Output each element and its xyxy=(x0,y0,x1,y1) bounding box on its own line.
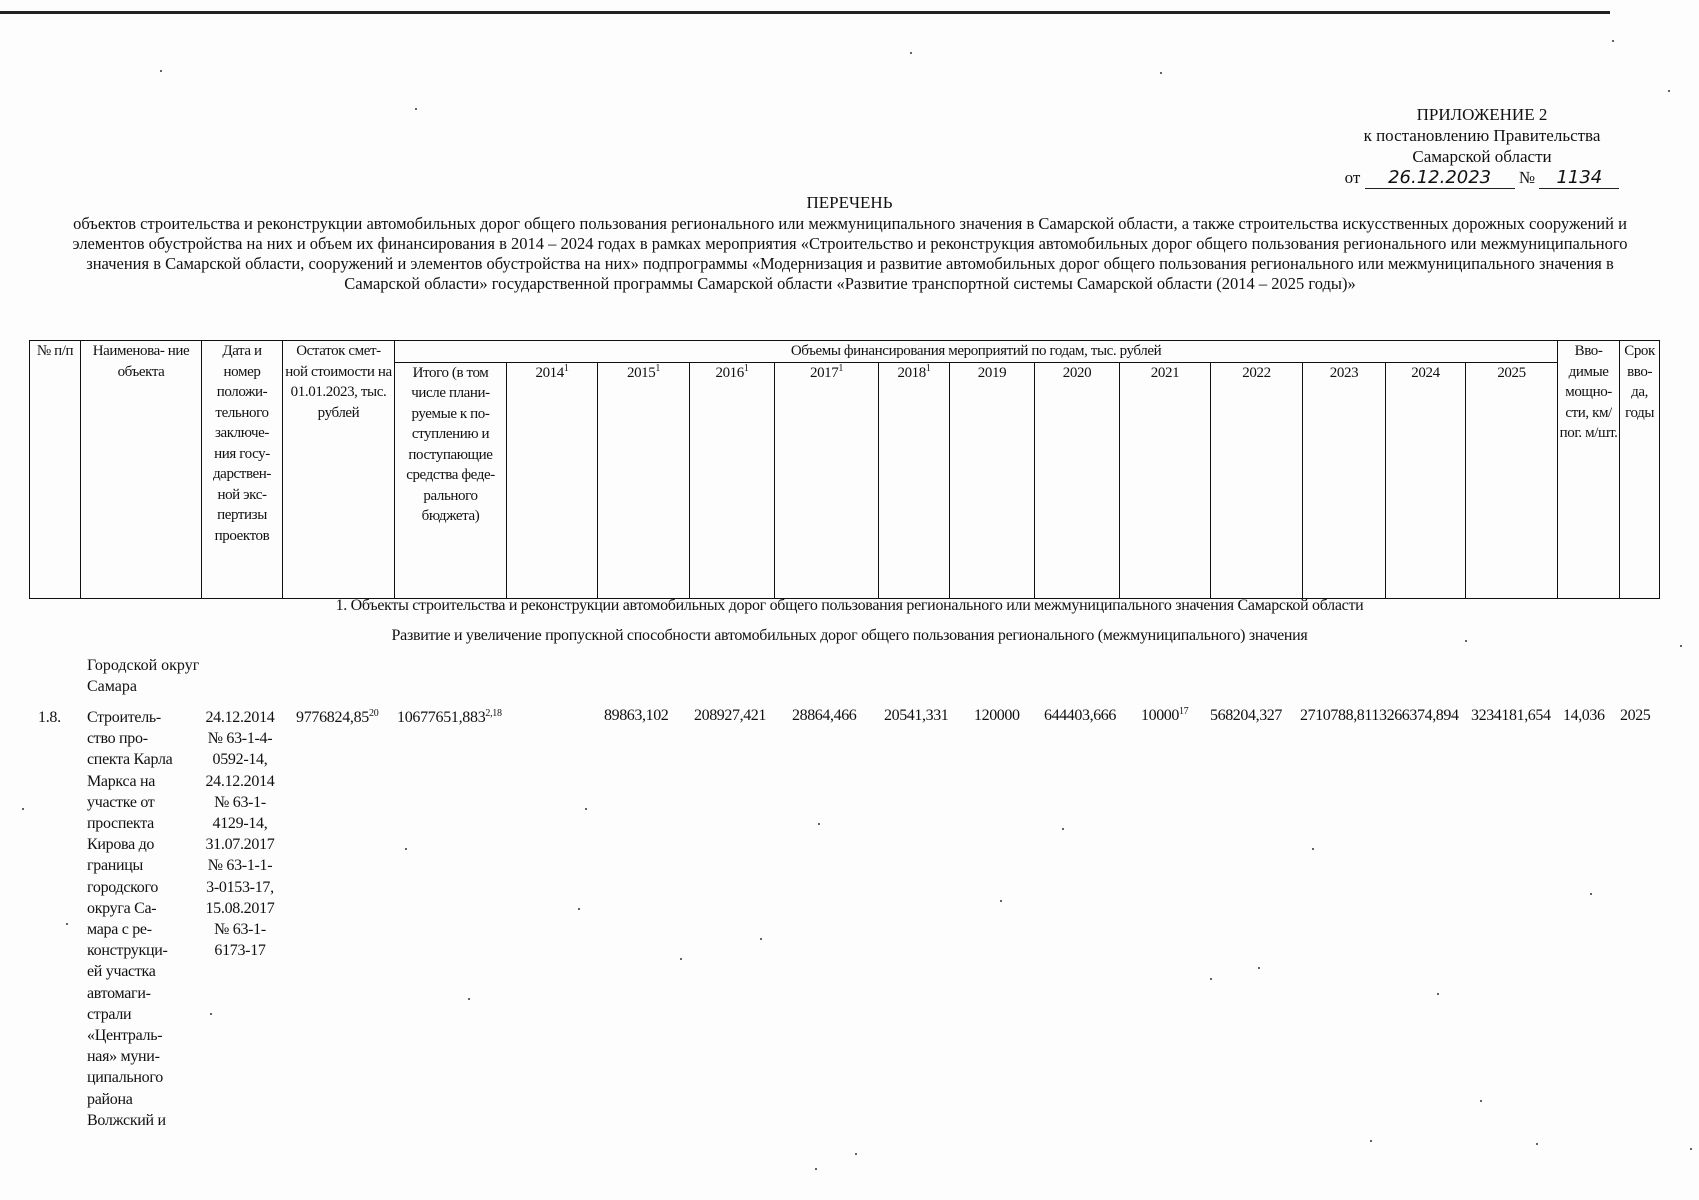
object-name-line: Кирова до xyxy=(87,836,155,854)
expertise-line: № 63-1- xyxy=(214,793,266,811)
term-value: 2025 xyxy=(1620,707,1651,724)
scan-speck xyxy=(405,848,407,850)
object-name-line: мара с ре- xyxy=(87,921,152,939)
scan-speck xyxy=(210,1013,212,1015)
object-name-line: автомаги- xyxy=(87,984,151,1002)
header-year-2014: 2014$^1$ xyxy=(507,362,598,598)
number-prefix: № xyxy=(1518,168,1536,187)
date-prefix: от xyxy=(1344,168,1361,187)
appendix-date-row xyxy=(1332,167,1632,189)
scan-speck xyxy=(415,108,417,110)
value-2023-2024: 2710788,8113266374,894 xyxy=(1300,707,1459,724)
scan-speck xyxy=(1437,993,1439,995)
scan-speck xyxy=(815,1168,817,1170)
object-name-line: ная» муни- xyxy=(87,1048,160,1066)
section-title: 1. Объекты строительства и реконструкции автомобильных дорог общего пользования регионального или межмуниципального значения Самарской области xyxy=(335,597,1364,614)
scan-speck xyxy=(66,923,68,925)
header-year-2023: 2023 xyxy=(1303,362,1386,598)
value-2021: 10000$^{17}$ xyxy=(1141,706,1189,724)
object-name-line: Волжский и xyxy=(87,1111,166,1129)
appendix-line2: к постановлению Правительства xyxy=(1363,126,1601,145)
header-year-2015: 2015$^1$ xyxy=(598,362,690,598)
row-number: 1.8. xyxy=(38,709,61,726)
scan-speck xyxy=(578,908,580,910)
expertise-line: 24.12.2014 xyxy=(205,709,275,726)
object-name-line: границы xyxy=(87,857,144,875)
expertise-line: 3-0153-17, xyxy=(206,878,274,896)
object-name-line: ей участка xyxy=(87,963,156,981)
header-year-2018: 2018$^1$ xyxy=(879,362,950,598)
scan-speck xyxy=(1062,828,1064,830)
header-expertise-date: Дата и номер положи- тельного заключе- ния госу- дарствен- ной экс- пертизы проектов xyxy=(202,341,283,599)
object-name-line: ципального xyxy=(87,1069,163,1087)
object-name-line: городского xyxy=(87,878,159,896)
header-total: Итого (в том числе плани- руемые к по- ступлению и поступающие средства феде- рального бюджета) xyxy=(395,362,507,598)
scan-speck xyxy=(818,823,820,825)
scan-speck xyxy=(1258,967,1260,969)
value-2015: 89863,102 xyxy=(604,707,669,724)
object-name-line: «Централь- xyxy=(87,1027,163,1045)
scan-speck xyxy=(1590,893,1592,895)
object-name-line: участке от xyxy=(87,793,155,811)
scan-speck xyxy=(160,70,162,72)
object-name-line: района xyxy=(87,1090,133,1108)
expertise-line: № 63-1-4- xyxy=(207,730,273,748)
expertise-line: № 63-1- xyxy=(214,921,266,939)
scan-speck xyxy=(1000,900,1002,902)
scan-speck xyxy=(760,938,762,940)
handwritten-number: 1134 xyxy=(1539,167,1619,189)
value-2019: 120000 xyxy=(974,707,1020,724)
header-year-2021: 2021 xyxy=(1120,362,1211,598)
value-2020: 644403,666 xyxy=(1044,707,1117,724)
object-name-line: проспекта xyxy=(87,815,154,833)
scan-speck xyxy=(1465,640,1467,642)
header-term: Срок вво- да, годы xyxy=(1620,341,1660,599)
expertise-line: № 63-1-1- xyxy=(207,857,273,875)
expertise-conclusions xyxy=(200,707,280,961)
object-name-line: спекта Карла xyxy=(87,751,173,769)
header-year-2016: 2016$^1$ xyxy=(690,362,775,598)
value-2025: 3234181,654 xyxy=(1471,707,1551,724)
object-name-line: округа Са- xyxy=(87,899,157,917)
scan-speck xyxy=(22,808,24,810)
document-subtitle: объектов строительства и реконструкции автомобильных дорог общего пользования регионального или межмуниципального значения в Самарской области, а также строительства искусственных дорожных сооружений и элементов обустройства на них и объем их финансирования в 2014 – 2024 годах в рамках мероприятия «Строительство и реконструкция автомобильных дорог общего пользования регионального или межмуниципального значения в Самарской области, сооружений и элементов обустройства на них» подпрограммы «Модернизация и развитие автомобильных дорог общего пользования регионального или межмуниципального значения в Самарской области» государственной программы Самарской области «Развитие транспортной системы Самарской области (2014 – 2025 годы)» xyxy=(72,214,1628,293)
object-name-line: страли xyxy=(87,1005,132,1023)
document-title: ПЕРЕЧЕНЬ xyxy=(806,193,893,212)
financing-table xyxy=(29,340,1660,599)
appendix-block xyxy=(1332,104,1632,189)
expertise-line: 31.07.2017 xyxy=(205,836,275,854)
scan-speck xyxy=(1370,1140,1372,1142)
scan-speck xyxy=(1612,40,1614,42)
value-2022: 568204,327 xyxy=(1210,707,1283,724)
expertise-line: 4129-14, xyxy=(212,815,268,833)
header-name: Наименова- ние объекта xyxy=(81,341,202,599)
scan-speck xyxy=(1160,72,1162,74)
scan-speck xyxy=(1680,645,1682,647)
header-year-2020: 2020 xyxy=(1035,362,1120,598)
total-value: 10677651,883$^{2,18}$ xyxy=(397,708,502,726)
object-name-line: Маркса на xyxy=(87,772,156,790)
scan-speck xyxy=(1480,1100,1482,1102)
appendix-title: ПРИЛОЖЕНИЕ 2 xyxy=(1416,105,1548,124)
scan-speck xyxy=(1210,978,1212,980)
scan-speck xyxy=(1668,90,1670,92)
scan-speck xyxy=(910,52,912,54)
header-year-2017: 2017$^1$ xyxy=(775,362,879,598)
header-year-2024: 2024 xyxy=(1386,362,1466,598)
remaining-cost-value: 9776824,85$^{20}$ xyxy=(296,708,379,726)
scan-speck xyxy=(1312,848,1314,850)
capacity-value: 14,036 xyxy=(1563,707,1605,724)
district-label: Городской округ Самара xyxy=(87,657,200,695)
expertise-line: 15.08.2017 xyxy=(205,899,275,917)
scan-speck xyxy=(585,808,587,810)
value-2018: 20541,331 xyxy=(884,707,949,724)
object-name-line: конструкци- xyxy=(87,942,168,960)
header-capacity: Вво- димые мощно- сти, км/пог. м/шт. xyxy=(1558,341,1620,599)
scan-speck xyxy=(468,998,470,1000)
header-no: № п/п xyxy=(30,341,81,599)
object-name xyxy=(87,707,197,1131)
header-year-2022: 2022 xyxy=(1211,362,1303,598)
appendix-line3: Самарской области xyxy=(1412,147,1552,166)
value-2016: 208927,421 xyxy=(694,707,767,724)
scan-speck xyxy=(1690,1148,1692,1150)
expertise-line: 6173-17 xyxy=(214,942,266,960)
header-year-2025: 2025 xyxy=(1466,362,1558,598)
scan-speck xyxy=(1536,1143,1538,1145)
expertise-line: 0592-14, xyxy=(212,751,268,769)
handwritten-date: 26.12.2023 xyxy=(1365,167,1515,189)
header-year-2019: 2019 xyxy=(950,362,1035,598)
subsection-title: Развитие и увеличение пропускной способности автомобильных дорог общего пользования регионального (межмуниципального) значения xyxy=(391,627,1308,644)
value-2017: 28864,466 xyxy=(792,707,857,724)
object-name-line: ство про- xyxy=(87,730,148,748)
object-name-line: Строитель- xyxy=(87,709,161,726)
scan-speck xyxy=(855,1153,857,1155)
header-remaining-cost: Остаток смет- ной стоимости на 01.01.2023, тыс. рублей xyxy=(283,341,395,599)
header-financing-volumes: Объемы финансирования мероприятий по годам, тыс. рублей xyxy=(395,341,1558,363)
scan-speck xyxy=(680,958,682,960)
top-border-line xyxy=(0,11,1610,14)
expertise-line: 24.12.2014 xyxy=(205,772,275,790)
